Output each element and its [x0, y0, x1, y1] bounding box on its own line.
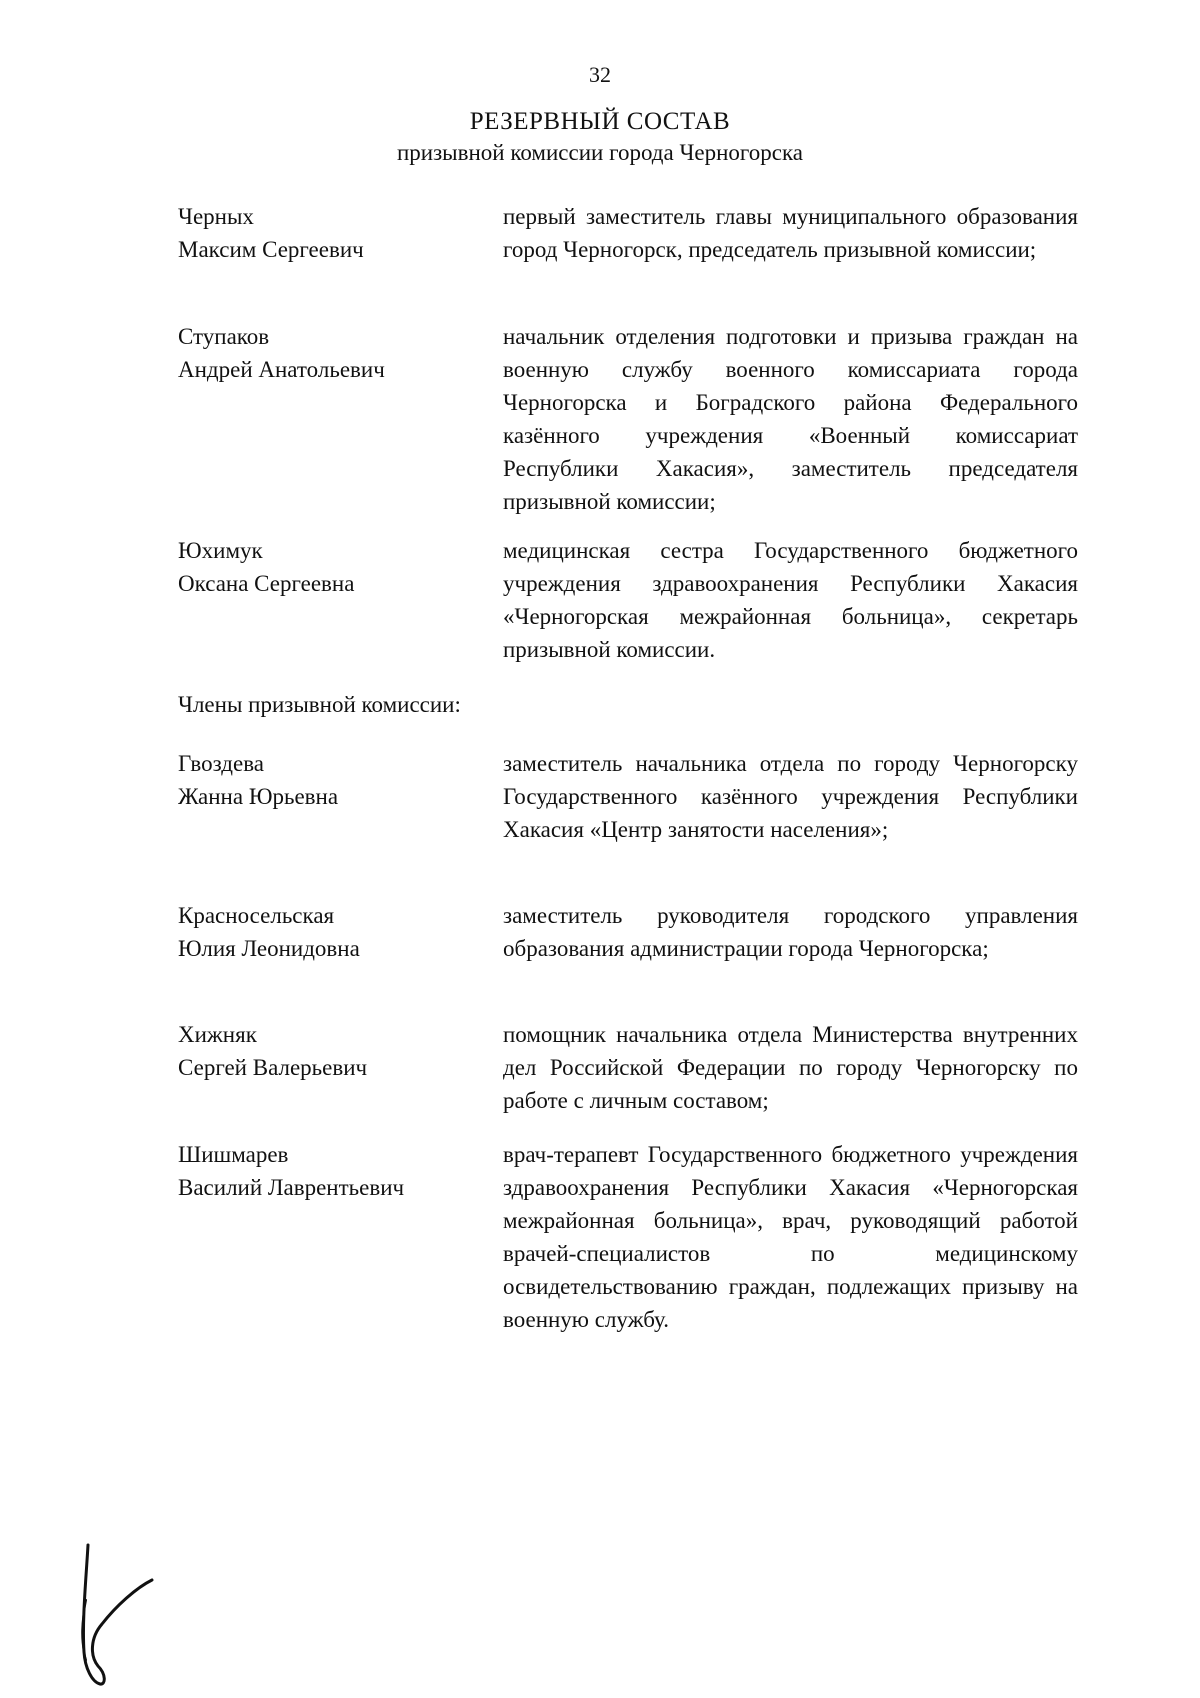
- person-name: [178, 1018, 488, 1084]
- surname: Шишмарев: [178, 1142, 289, 1167]
- person-role: первый заместитель главы муниципального образования город Черногорск, председатель призывной комиссии;: [503, 204, 1078, 262]
- given-names: Василий Лаврентьевич: [178, 1175, 405, 1200]
- document-subtitle: призывной комиссии города Черногорска: [396, 140, 804, 165]
- given-names: Жанна Юрьевна: [178, 784, 339, 809]
- person-role: заместитель руководителя городского управления образования администрации города Черногорска;: [503, 903, 1078, 961]
- person-name: [178, 320, 488, 386]
- person-role: начальник отделения подготовки и призыва граждан на военную службу военного комиссариата города Черногорска и Боградского района Федерального казённого учреждения «Военный комиссариат Республики Хакасия», заместитель председателя призывной комиссии;: [503, 324, 1078, 514]
- person-role: помощник начальника отдела Министерства внутренних дел Российской Федерации по городу Черногорску по работе с личным составом;: [503, 1022, 1078, 1113]
- given-names: Оксана Сергеевна: [178, 571, 355, 596]
- document-title: РЕЗЕРВНЫЙ СОСТАВ: [469, 108, 731, 135]
- person-name: [178, 1138, 488, 1204]
- person-role: врач-терапевт Государственного бюджетного учреждения здравоохранения Республики Хакасия «Черногорская межрайонная больница», врач, руководящий работой врачей-специалистов по медицинскому освидетельствованию граждан, подлежащих призыву на военную службу.: [503, 1142, 1078, 1332]
- surname: Ступаков: [178, 324, 270, 349]
- signature-mark: [56, 1540, 156, 1690]
- person-role: заместитель начальника отдела по городу Черногорску Государственного казённого учреждения Республики Хакасия «Центр занятости населения»;: [503, 751, 1078, 842]
- surname: Красносельская: [178, 903, 335, 928]
- person-role: медицинская сестра Государственного бюджетного учреждения здравоохранения Республики Хакасия «Черногорская межрайонная больница», секретарь призывной комиссии.: [503, 538, 1078, 662]
- given-names: Сергей Валерьевич: [178, 1055, 368, 1080]
- person-name: [178, 747, 488, 813]
- surname: Хижняк: [178, 1022, 257, 1047]
- surname: Черных: [178, 204, 254, 229]
- members-heading: Члены призывной комиссии:: [178, 692, 461, 717]
- person-name: [178, 200, 488, 266]
- given-names: Максим Сергеевич: [178, 237, 364, 262]
- given-names: Андрей Анатольевич: [178, 357, 385, 382]
- surname: Гвоздева: [178, 751, 264, 776]
- page-number: 32: [589, 62, 611, 87]
- given-names: Юлия Леонидовна: [178, 936, 360, 961]
- person-name: [178, 899, 488, 965]
- person-name: [178, 534, 488, 600]
- surname: Юхимук: [178, 538, 263, 563]
